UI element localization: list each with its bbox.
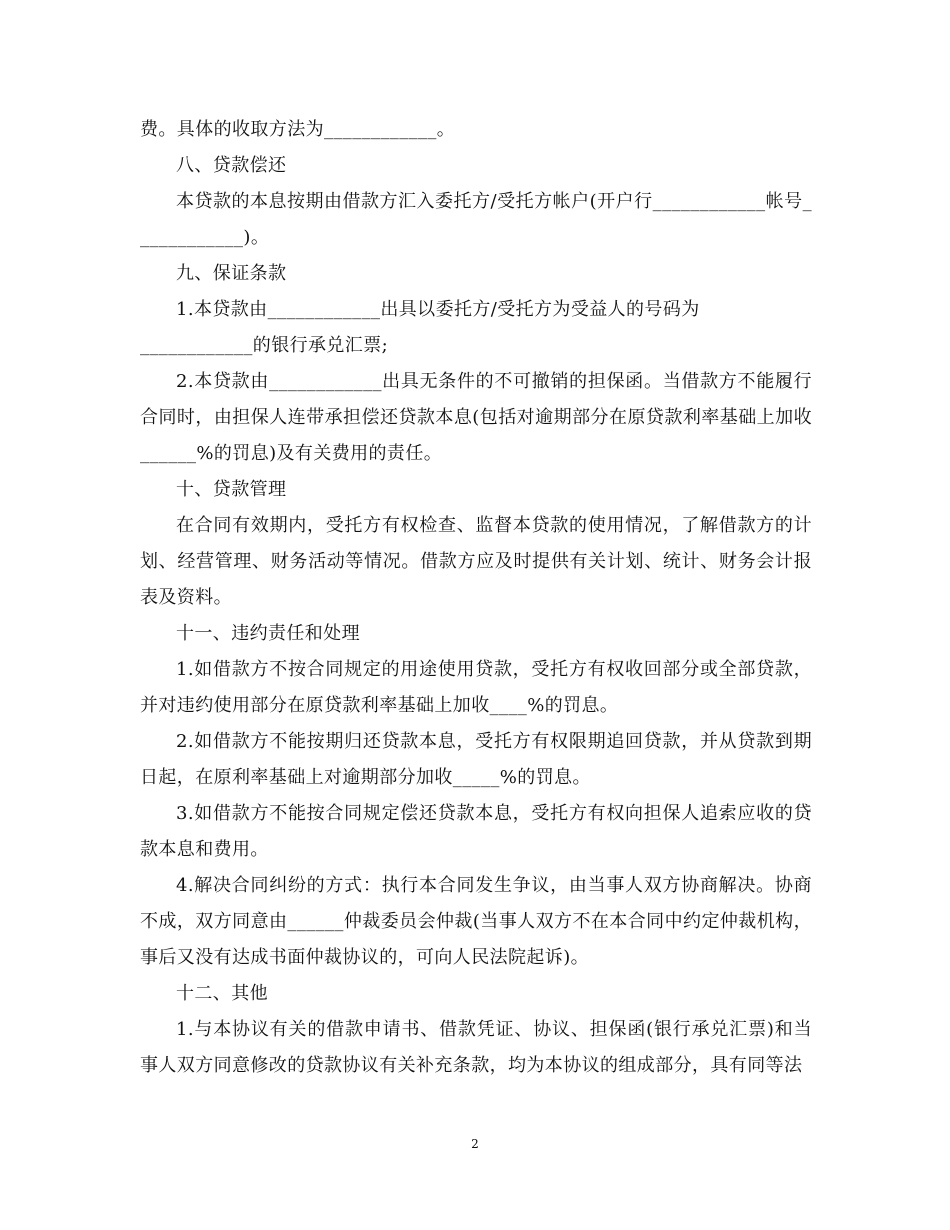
paragraph-repayment-account: 本贷款的本息按期由借款方汇入委托方/受托方帐户(开户行____________帐号____________)。 [140, 191, 812, 248]
paragraph-guarantee-bank-draft: 1.本贷款由____________出具以委托方/受托方为受益人的号码为 ____________的银行承兑汇票; [140, 299, 700, 356]
paragraph-fee-method: 费。具体的收取方法为____________。 [140, 119, 456, 140]
document-body [140, 112, 812, 1084]
heading-other: 十二、其他 [176, 983, 268, 1004]
paragraph-loan-management: 在合同有效期内，受托方有权检查、监督本贷款的使用情况，了解借款方的计划、经营管理、财务活动等情况。借款方应及时提供有关计划、统计、财务会计报表及资料。 [140, 515, 812, 608]
heading-loan-management: 十、贷款管理 [176, 479, 287, 500]
paragraph-other-documents: 1.与本协议有关的借款申请书、借款凭证、协议、担保函(银行承兑汇票)和当事人双方同意修改的贷款协议有关补充条款，均为本协议的组成部分，具有同等法 [140, 1019, 812, 1076]
paragraph-breach-misuse: 1.如借款方不按合同规定的用途使用贷款，受托方有权收回部分或全部贷款，并对违约使用部分在原贷款利率基础上加收____%的罚息。 [140, 659, 812, 716]
heading-breach-liability: 十一、违约责任和处理 [176, 623, 360, 644]
heading-loan-repayment: 八、贷款偿还 [176, 155, 287, 176]
paragraph-breach-guarantor: 3.如借款方不能按合同规定偿还贷款本息，受托方有权向担保人追索应收的贷款本息和费用。 [140, 803, 812, 860]
paragraph-breach-overdue: 2.如借款方不能按期归还贷款本息，受托方有权限期追回贷款，并从贷款到期日起，在原利率基础上对逾期部分加收_____%的罚息。 [140, 731, 812, 788]
heading-guarantee-terms: 九、保证条款 [176, 263, 287, 284]
paragraph-dispute-resolution: 4.解决合同纠纷的方式：执行本合同发生争议，由当事人双方协商解决。协商不成，双方同意由______仲裁委员会仲裁(当事人双方不在本合同中约定仲裁机构，事后又没有达成书面仲裁协议的，可向人民法院起诉)。 [140, 875, 812, 968]
paragraph-guarantee-letter: 2.本贷款由____________出具无条件的不可撤销的担保函。当借款方不能履行合同时，由担保人连带承担偿还贷款本息(包括对逾期部分在原贷款利率基础上加收______%的罚息)及有关费用的责任。 [140, 371, 812, 464]
page-number: 2 [471, 1137, 479, 1151]
